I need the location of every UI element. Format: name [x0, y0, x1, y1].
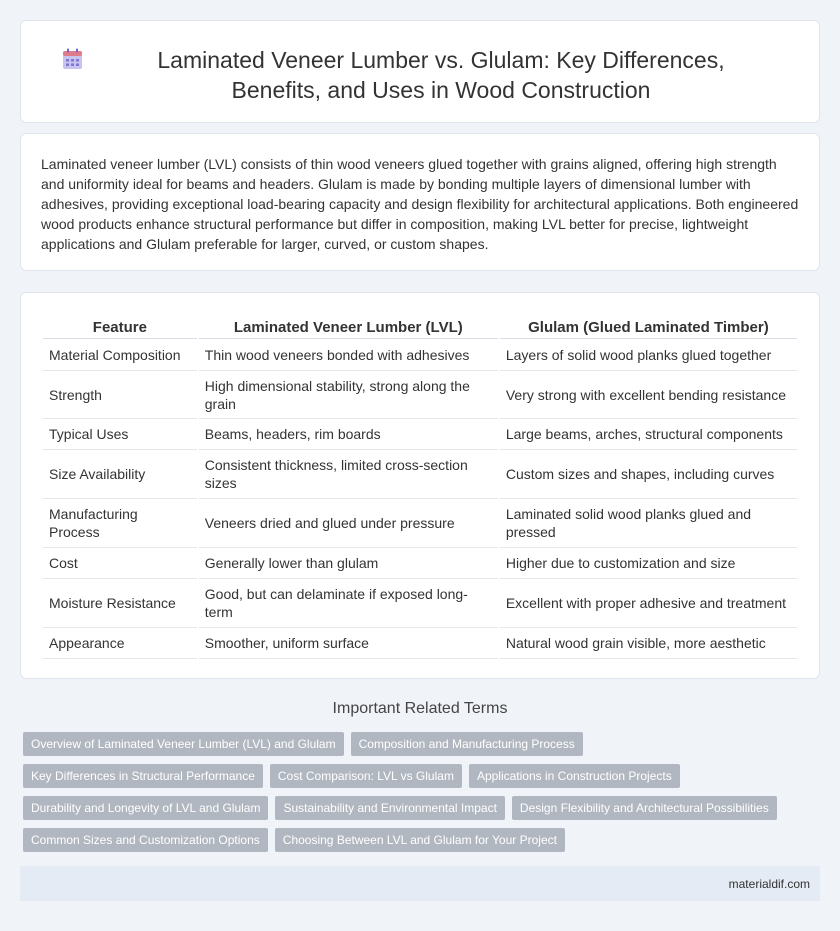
comparison-table — [41, 315, 799, 659]
related-term-tag[interactable]: Design Flexibility and Architectural Possibilities — [512, 796, 777, 820]
table-row — [43, 371, 797, 419]
table-cell: Layers of solid wood planks glued together — [500, 339, 797, 371]
tag-row — [23, 732, 823, 756]
tag-row — [23, 764, 823, 788]
table-cell: Material Composition — [43, 339, 197, 371]
table-cell: Good, but can delaminate if exposed long-term — [199, 579, 498, 628]
site-name: materialdif.com — [728, 877, 810, 891]
table-cell: Excellent with proper adhesive and treatment — [500, 579, 797, 628]
table-cell: Higher due to customization and size — [500, 548, 797, 579]
header-feature: Feature — [43, 315, 197, 339]
intro-paragraph: Laminated veneer lumber (LVL) consists of thin wood veneers glued together with grains aligned, offering high strength and uniformity ideal for beams and headers. Glulam is made by bonding multiple layers of dimensional lumber with adhesives, providing exceptional load-bearing capacity and design flexibility for architectural applications. Both engineered wood products enhance structural performance but differ in composition, making LVL better for precise, lightweight applications and Glulam preferable for larger, curved, or custom shapes. — [41, 156, 799, 252]
table-cell: Veneers dried and glued under pressure — [199, 499, 498, 548]
table-cell: Smoother, uniform surface — [199, 628, 498, 659]
table-cell: Moisture Resistance — [43, 579, 197, 628]
table-cell: Natural wood grain visible, more aesthetic — [500, 628, 797, 659]
table-row — [43, 339, 797, 371]
table-row — [43, 499, 797, 548]
table-row — [43, 419, 797, 450]
table-cell: Very strong with excellent bending resistance — [500, 371, 797, 419]
table-cell: Large beams, arches, structural components — [500, 419, 797, 450]
table-row — [43, 628, 797, 659]
tag-row — [23, 796, 823, 820]
related-term-tag[interactable]: Composition and Manufacturing Process — [351, 732, 583, 756]
table-cell: Generally lower than glulam — [199, 548, 498, 579]
table-cell: High dimensional stability, strong along the grain — [199, 371, 498, 419]
table-row — [43, 450, 797, 499]
table-row — [43, 548, 797, 579]
table-cell: Cost — [43, 548, 197, 579]
table-cell: Size Availability — [43, 450, 197, 499]
table-cell: Typical Uses — [43, 419, 197, 450]
tag-row — [23, 828, 823, 852]
footer — [20, 866, 820, 901]
page-title-text: Laminated Veneer Lumber vs. Glulam: Key Differences, Benefits, and Uses in Wood Construction — [157, 47, 725, 103]
table-cell: Consistent thickness, limited cross-section sizes — [199, 450, 498, 499]
table-cell: Thin wood veneers bonded with adhesives — [199, 339, 498, 371]
header-lvl: Laminated Veneer Lumber (LVL) — [199, 315, 498, 339]
table-cell: Custom sizes and shapes, including curves — [500, 450, 797, 499]
title-card — [20, 20, 820, 123]
related-term-tag[interactable]: Overview of Laminated Veneer Lumber (LVL) and Glulam — [23, 732, 344, 756]
table-cell: Laminated solid wood planks glued and pressed — [500, 499, 797, 548]
table-row — [43, 579, 797, 628]
table-cell: Manufacturing Process — [43, 499, 197, 548]
related-term-tag[interactable]: Common Sizes and Customization Options — [23, 828, 268, 852]
related-terms-title: Important Related Terms — [332, 700, 508, 717]
related-terms-list — [23, 732, 823, 860]
related-term-tag[interactable]: Cost Comparison: LVL vs Glulam — [270, 764, 462, 788]
intro-card — [20, 133, 820, 271]
page-title — [21, 45, 819, 105]
related-term-tag[interactable]: Choosing Between LVL and Glulam for Your Project — [275, 828, 565, 852]
related-term-tag[interactable]: Applications in Construction Projects — [469, 764, 680, 788]
related-term-tag[interactable]: Key Differences in Structural Performance — [23, 764, 263, 788]
table-cell: Appearance — [43, 628, 197, 659]
table-header-row — [43, 315, 797, 339]
comparison-card — [20, 292, 820, 679]
table-cell: Strength — [43, 371, 197, 419]
table-cell: Beams, headers, rim boards — [199, 419, 498, 450]
related-term-tag[interactable]: Durability and Longevity of LVL and Glulam — [23, 796, 268, 820]
header-glulam: Glulam (Glued Laminated Timber) — [500, 315, 797, 339]
related-term-tag[interactable]: Sustainability and Environmental Impact — [275, 796, 504, 820]
